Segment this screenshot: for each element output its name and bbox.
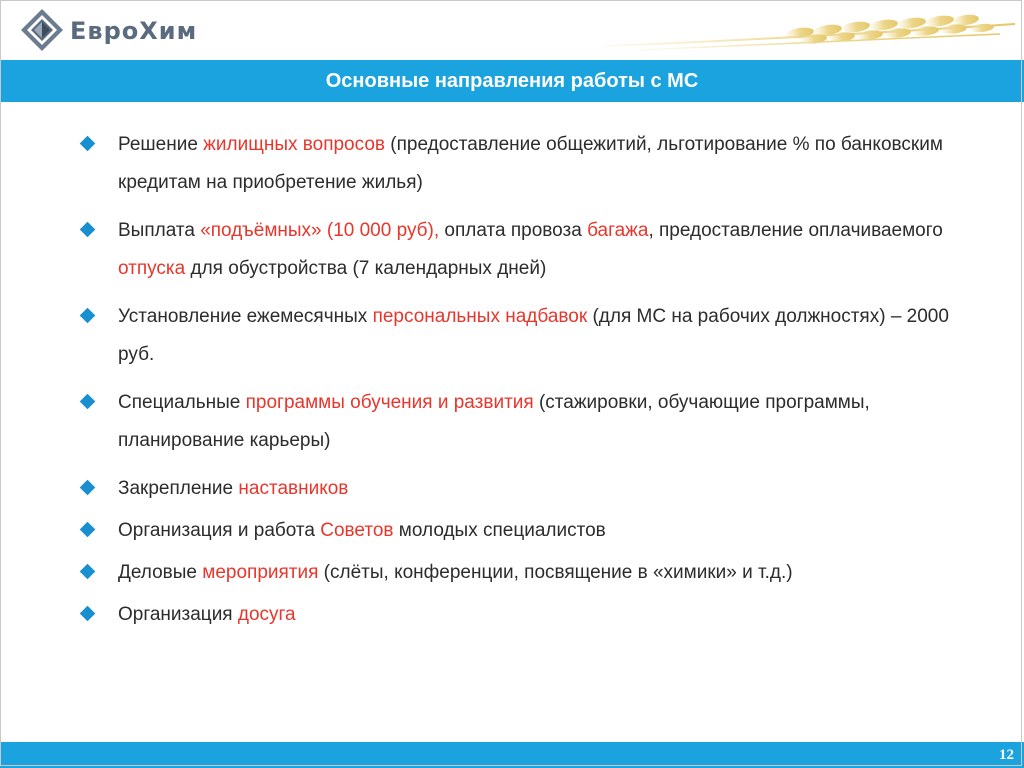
- bullet-text: Деловые: [118, 562, 203, 583]
- bullet-list: [80, 126, 970, 634]
- bullet-text: (слёты, конференции, посвящение в «химики» и т.д.): [318, 562, 793, 583]
- bullet-item: [80, 596, 970, 634]
- bullet-text: , предоставление оплачиваемого: [648, 220, 943, 241]
- highlighted-text: жилищных вопросов: [203, 134, 385, 155]
- bullet-item: [80, 512, 970, 550]
- brand-name: ЕвроХим: [70, 17, 198, 45]
- bullet-item: [80, 126, 970, 202]
- highlighted-text: наставников: [238, 478, 349, 499]
- bullet-item: [80, 384, 970, 460]
- highlighted-text: Советов: [320, 520, 394, 541]
- diamond-bullet-icon: [80, 564, 96, 580]
- bullet-text: молодых специалистов: [393, 520, 606, 541]
- slide-title: Основные направления работы с МС: [325, 70, 699, 92]
- bullet-text: Специальные: [118, 392, 246, 413]
- bullet-text: (стажировки, обучающие программы, планирование карьеры): [118, 392, 870, 451]
- diamond-bullet-icon: [80, 522, 96, 538]
- diamond-bullet-icon: [80, 480, 96, 496]
- bullet-text: Выплата: [118, 220, 201, 241]
- diamond-bullet-icon: [80, 394, 96, 410]
- bullet-text: (для МС на рабочих должностях) – 2000 руб.: [118, 306, 949, 365]
- highlighted-text: «подъёмных» (10 000 руб),: [200, 220, 440, 241]
- header: [0, 0, 1024, 60]
- footer-bar: [0, 742, 1024, 768]
- bullet-text: Решение: [118, 134, 204, 155]
- bullet-text: Организация: [118, 604, 238, 625]
- diamond-bullet-icon: [80, 136, 96, 152]
- wheat-ear-icon: [600, 8, 1020, 54]
- bullet-text: Закрепление: [118, 478, 239, 499]
- bullet-text: оплата провоза: [439, 220, 588, 241]
- title-bar: [0, 60, 1024, 102]
- diamond-bullet-icon: [80, 222, 96, 238]
- bullet-item: [80, 470, 970, 508]
- highlighted-text: отпуска: [118, 258, 186, 279]
- highlighted-text: мероприятия: [202, 562, 319, 583]
- bullet-item: [80, 298, 970, 374]
- bullet-text: (предоставление общежитий, льготирование % по банковским кредитам на приобретение жилья): [118, 134, 943, 193]
- highlighted-text: багажа: [587, 220, 649, 241]
- highlighted-text: досуга: [237, 604, 296, 625]
- bullet-item: [80, 554, 970, 592]
- diamond-bullet-icon: [80, 606, 96, 622]
- bullet-text: Установление ежемесячных: [118, 306, 373, 327]
- bullet-item: [80, 212, 970, 288]
- bullet-text: для обустройства (7 календарных дней): [185, 258, 547, 279]
- highlighted-text: программы обучения и развития: [245, 392, 534, 413]
- highlighted-text: персональных надбавок: [372, 306, 588, 327]
- eurochem-diamond-logo-icon: [20, 8, 64, 52]
- diamond-bullet-icon: [80, 308, 96, 324]
- bullet-text: Организация и работа: [118, 520, 321, 541]
- page-number: 12: [999, 747, 1014, 763]
